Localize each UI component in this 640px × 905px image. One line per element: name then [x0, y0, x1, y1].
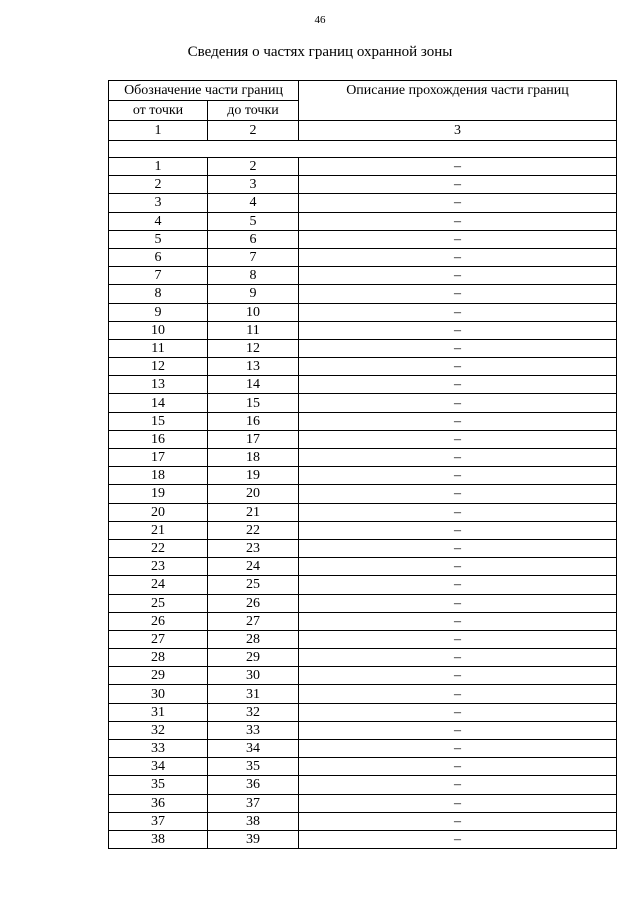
- table-row: [109, 412, 617, 430]
- cell-description: –: [299, 630, 617, 648]
- cell-from-point: 8: [109, 285, 208, 303]
- cell-to-point: 18: [208, 449, 299, 467]
- cell-from-point: 25: [109, 594, 208, 612]
- cell-description: –: [299, 521, 617, 539]
- header-boundary-designation: Обозначение части границ: [109, 81, 299, 101]
- cell-description: –: [299, 339, 617, 357]
- cell-from-point: 11: [109, 339, 208, 357]
- table-row: [109, 721, 617, 739]
- column-number-2: 2: [208, 121, 299, 141]
- cell-description: –: [299, 721, 617, 739]
- cell-description: –: [299, 539, 617, 557]
- table-row: [109, 794, 617, 812]
- cell-to-point: 19: [208, 467, 299, 485]
- cell-to-point: 28: [208, 630, 299, 648]
- cell-from-point: 9: [109, 303, 208, 321]
- cell-description: –: [299, 485, 617, 503]
- cell-from-point: 13: [109, 376, 208, 394]
- cell-from-point: 17: [109, 449, 208, 467]
- cell-to-point: 7: [208, 248, 299, 266]
- spacer-row: [109, 141, 617, 158]
- cell-to-point: 14: [208, 376, 299, 394]
- table-row: [109, 303, 617, 321]
- cell-from-point: 30: [109, 685, 208, 703]
- cell-description: –: [299, 685, 617, 703]
- cell-description: –: [299, 740, 617, 758]
- cell-to-point: 5: [208, 212, 299, 230]
- cell-to-point: 32: [208, 703, 299, 721]
- cell-from-point: 21: [109, 521, 208, 539]
- cell-description: –: [299, 230, 617, 248]
- cell-description: –: [299, 212, 617, 230]
- cell-to-point: 37: [208, 794, 299, 812]
- cell-to-point: 33: [208, 721, 299, 739]
- cell-from-point: 1: [109, 158, 208, 176]
- cell-description: –: [299, 812, 617, 830]
- cell-to-point: 16: [208, 412, 299, 430]
- cell-description: –: [299, 430, 617, 448]
- cell-to-point: 35: [208, 758, 299, 776]
- table-row: [109, 176, 617, 194]
- cell-to-point: 23: [208, 539, 299, 557]
- cell-from-point: 28: [109, 649, 208, 667]
- table-row: [109, 594, 617, 612]
- cell-from-point: 37: [109, 812, 208, 830]
- cell-description: –: [299, 794, 617, 812]
- table-row: [109, 430, 617, 448]
- table-row: [109, 485, 617, 503]
- cell-to-point: 15: [208, 394, 299, 412]
- cell-to-point: 2: [208, 158, 299, 176]
- table-row: [109, 230, 617, 248]
- table-row: [109, 376, 617, 394]
- cell-to-point: 11: [208, 321, 299, 339]
- cell-from-point: 18: [109, 467, 208, 485]
- cell-from-point: 10: [109, 321, 208, 339]
- cell-from-point: 12: [109, 358, 208, 376]
- cell-description: –: [299, 467, 617, 485]
- cell-description: –: [299, 649, 617, 667]
- cell-description: –: [299, 176, 617, 194]
- cell-to-point: 24: [208, 558, 299, 576]
- table-row: [109, 558, 617, 576]
- cell-from-point: 27: [109, 630, 208, 648]
- cell-description: –: [299, 558, 617, 576]
- cell-to-point: 21: [208, 503, 299, 521]
- cell-description: –: [299, 267, 617, 285]
- cell-to-point: 25: [208, 576, 299, 594]
- cell-to-point: 34: [208, 740, 299, 758]
- cell-description: –: [299, 594, 617, 612]
- column-number-1: 1: [109, 121, 208, 141]
- cell-description: –: [299, 612, 617, 630]
- table-row: [109, 358, 617, 376]
- table-row: [109, 830, 617, 848]
- cell-from-point: 4: [109, 212, 208, 230]
- cell-description: –: [299, 503, 617, 521]
- cell-to-point: 3: [208, 176, 299, 194]
- cell-description: –: [299, 321, 617, 339]
- table-row: [109, 503, 617, 521]
- cell-description: –: [299, 776, 617, 794]
- table-row: [109, 612, 617, 630]
- cell-to-point: 9: [208, 285, 299, 303]
- page-number: 46: [314, 14, 326, 26]
- cell-description: –: [299, 412, 617, 430]
- cell-from-point: 16: [109, 430, 208, 448]
- cell-to-point: 39: [208, 830, 299, 848]
- table-row: [109, 248, 617, 266]
- table-row: [109, 285, 617, 303]
- cell-description: –: [299, 758, 617, 776]
- table-row: [109, 703, 617, 721]
- cell-to-point: 30: [208, 667, 299, 685]
- cell-to-point: 12: [208, 339, 299, 357]
- cell-description: –: [299, 194, 617, 212]
- cell-to-point: 29: [208, 649, 299, 667]
- cell-description: –: [299, 358, 617, 376]
- table-row: [109, 812, 617, 830]
- page-title: Сведения о частях границ охранной зоны: [187, 44, 453, 60]
- cell-to-point: 6: [208, 230, 299, 248]
- cell-from-point: 3: [109, 194, 208, 212]
- table-body: [109, 158, 617, 849]
- table-row: [109, 630, 617, 648]
- cell-from-point: 29: [109, 667, 208, 685]
- cell-from-point: 34: [109, 758, 208, 776]
- cell-description: –: [299, 394, 617, 412]
- table-row: [109, 521, 617, 539]
- cell-description: –: [299, 376, 617, 394]
- cell-description: –: [299, 158, 617, 176]
- cell-from-point: 24: [109, 576, 208, 594]
- column-number-3: 3: [299, 121, 617, 141]
- cell-from-point: 2: [109, 176, 208, 194]
- cell-from-point: 32: [109, 721, 208, 739]
- cell-to-point: 8: [208, 267, 299, 285]
- table-row: [109, 449, 617, 467]
- cell-description: –: [299, 830, 617, 848]
- table-row: [109, 267, 617, 285]
- cell-to-point: 10: [208, 303, 299, 321]
- table-row: [109, 539, 617, 557]
- table-row: [109, 740, 617, 758]
- cell-from-point: 20: [109, 503, 208, 521]
- cell-from-point: 33: [109, 740, 208, 758]
- table-row: [109, 194, 617, 212]
- spacer-cell: [109, 141, 617, 158]
- cell-to-point: 13: [208, 358, 299, 376]
- table-row: [109, 467, 617, 485]
- cell-from-point: 31: [109, 703, 208, 721]
- cell-from-point: 35: [109, 776, 208, 794]
- cell-to-point: 36: [208, 776, 299, 794]
- cell-description: –: [299, 449, 617, 467]
- cell-from-point: 14: [109, 394, 208, 412]
- cell-description: –: [299, 703, 617, 721]
- table-row: [109, 212, 617, 230]
- cell-to-point: 26: [208, 594, 299, 612]
- cell-to-point: 22: [208, 521, 299, 539]
- cell-description: –: [299, 303, 617, 321]
- cell-from-point: 26: [109, 612, 208, 630]
- table-row: [109, 158, 617, 176]
- cell-to-point: 38: [208, 812, 299, 830]
- cell-to-point: 17: [208, 430, 299, 448]
- cell-to-point: 31: [208, 685, 299, 703]
- cell-description: –: [299, 576, 617, 594]
- table-row: [109, 685, 617, 703]
- table-row: [109, 776, 617, 794]
- cell-from-point: 22: [109, 539, 208, 557]
- table-row: [109, 667, 617, 685]
- table-row: [109, 394, 617, 412]
- cell-from-point: 7: [109, 267, 208, 285]
- cell-description: –: [299, 285, 617, 303]
- cell-to-point: 20: [208, 485, 299, 503]
- table-row: [109, 321, 617, 339]
- cell-description: –: [299, 667, 617, 685]
- table-row: [109, 339, 617, 357]
- cell-from-point: 15: [109, 412, 208, 430]
- cell-from-point: 23: [109, 558, 208, 576]
- header-description: Описание прохождения части границ: [299, 81, 617, 121]
- table-row: [109, 758, 617, 776]
- cell-to-point: 4: [208, 194, 299, 212]
- header-to-point: до точки: [208, 101, 299, 121]
- table-row: [109, 576, 617, 594]
- table-row: [109, 649, 617, 667]
- header-from-point: от точки: [109, 101, 208, 121]
- cell-from-point: 5: [109, 230, 208, 248]
- cell-to-point: 27: [208, 612, 299, 630]
- cell-from-point: 19: [109, 485, 208, 503]
- cell-from-point: 6: [109, 248, 208, 266]
- cell-from-point: 36: [109, 794, 208, 812]
- boundary-table: [108, 80, 617, 849]
- cell-description: –: [299, 248, 617, 266]
- cell-from-point: 38: [109, 830, 208, 848]
